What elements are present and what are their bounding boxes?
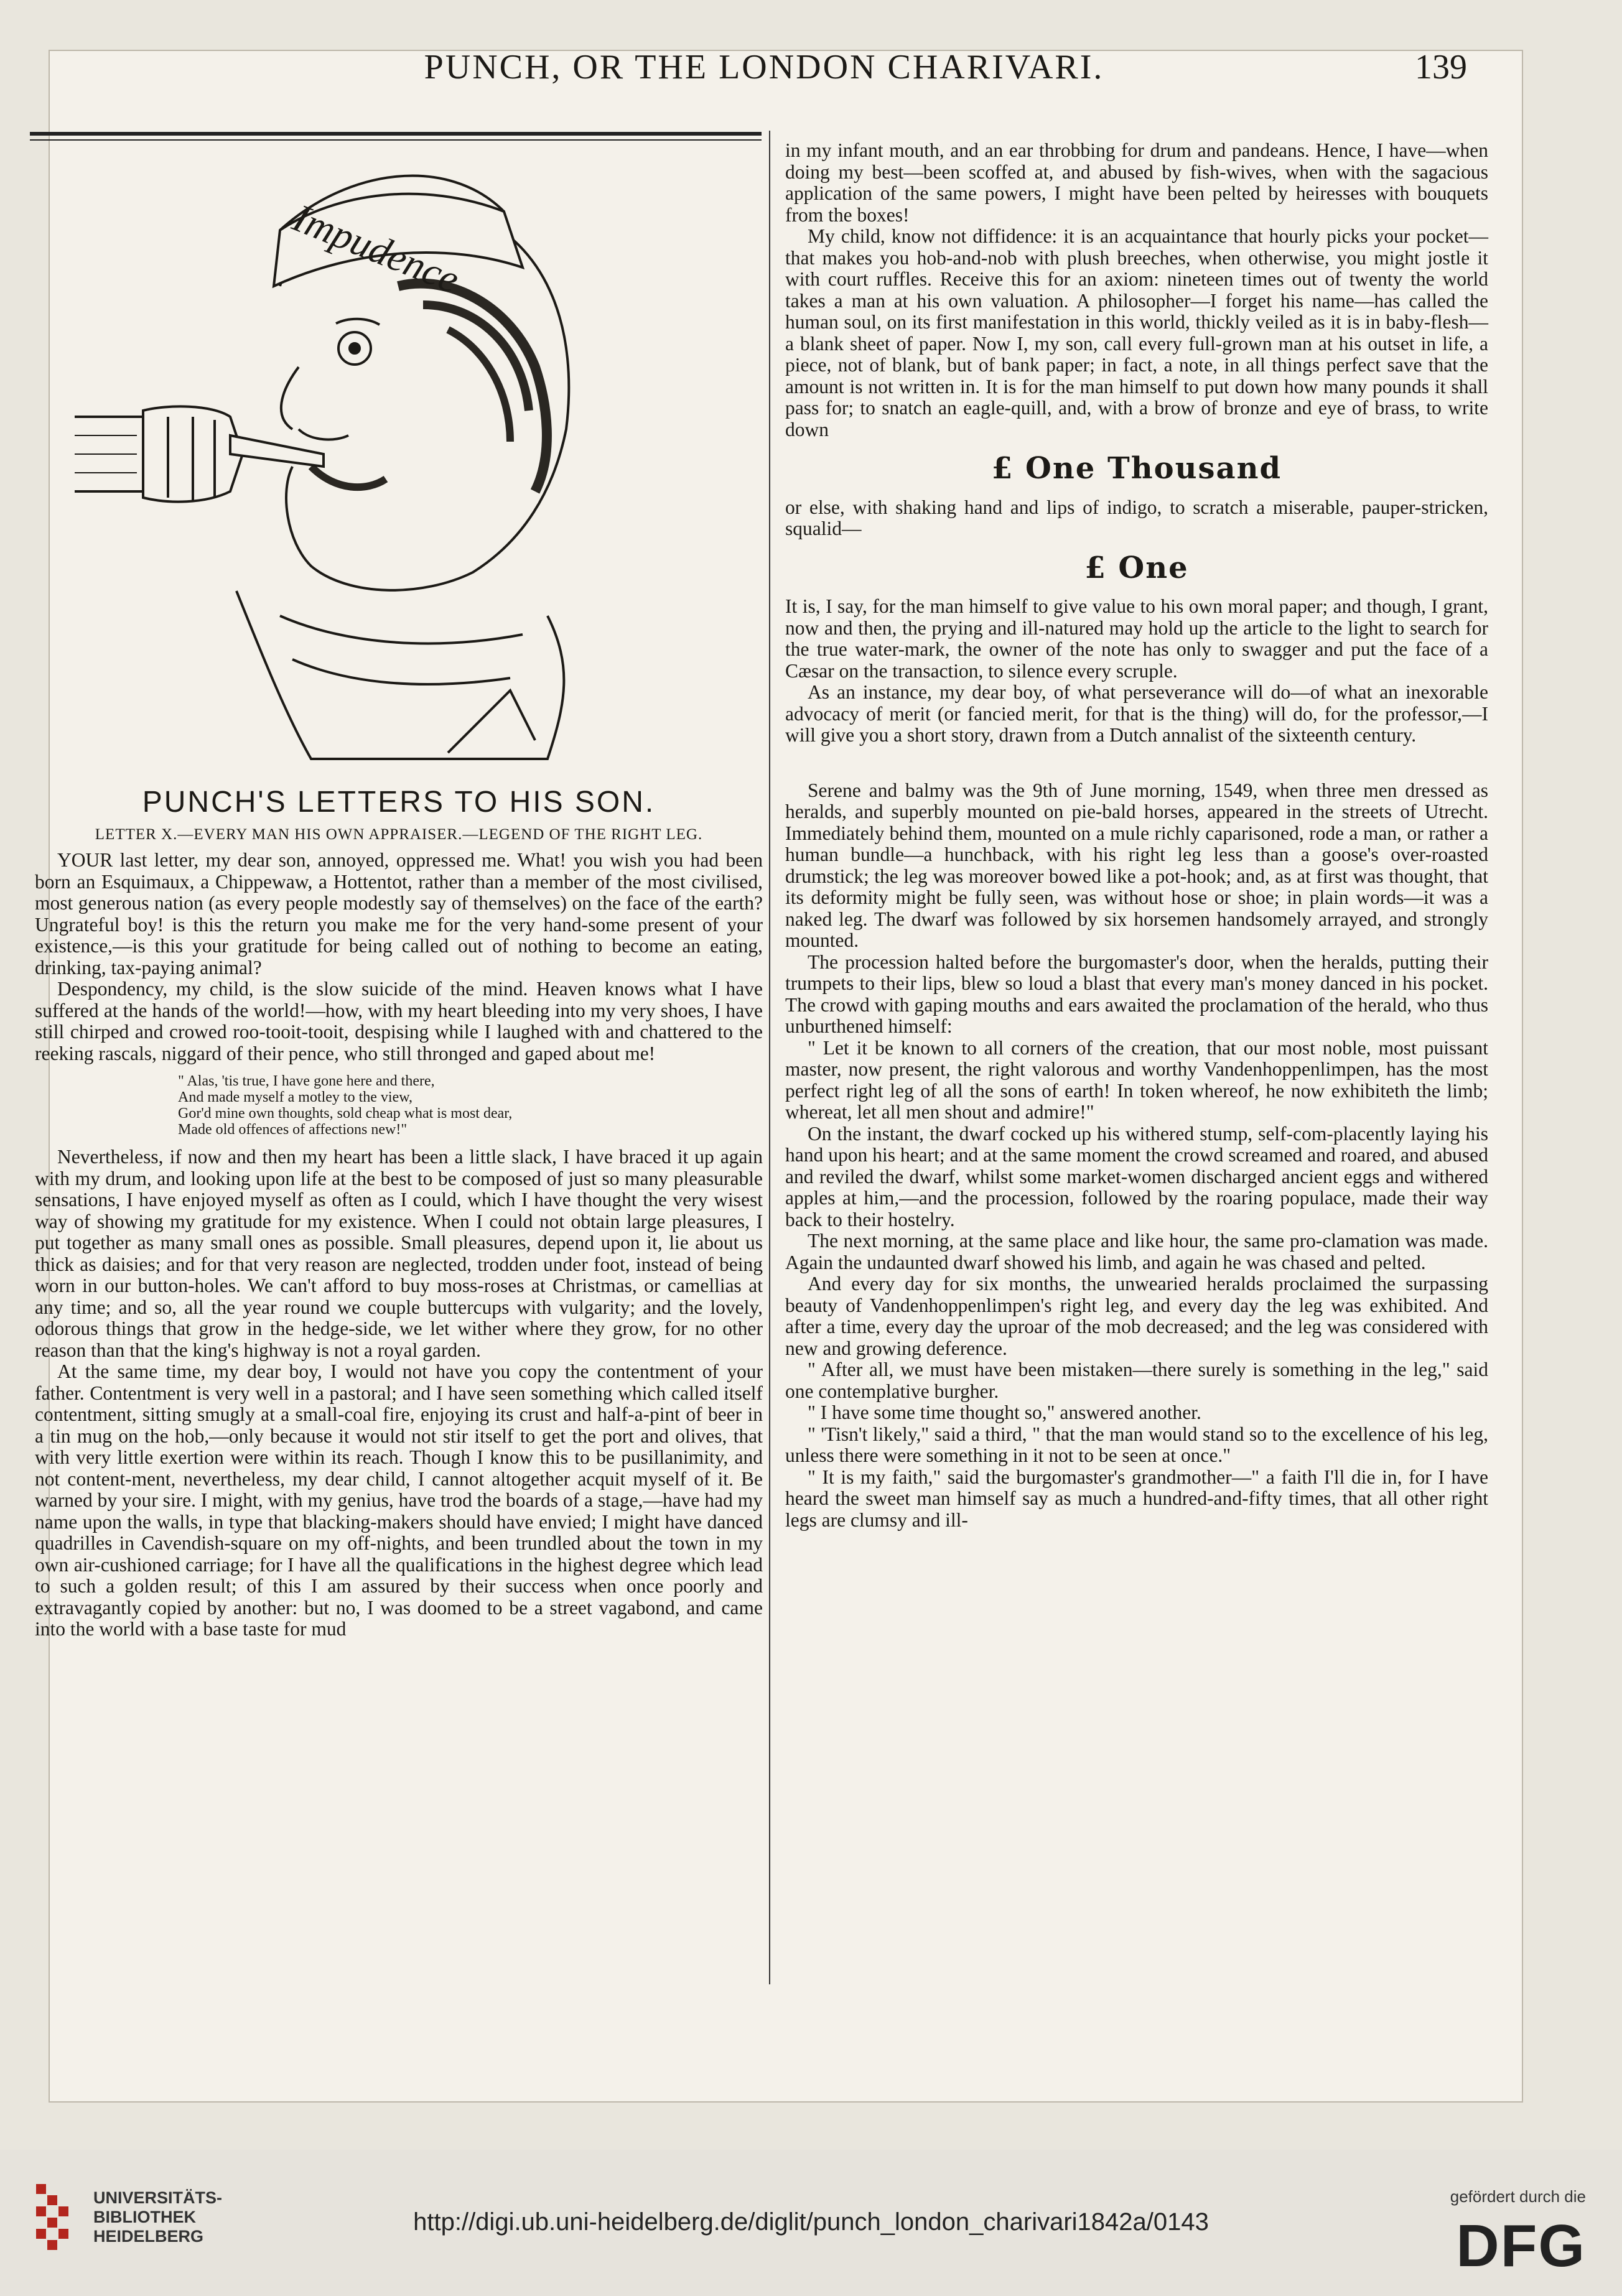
funded-by-label: gefördert durch die xyxy=(1450,2187,1586,2206)
column-separator xyxy=(769,131,770,1984)
paragraph: " It is my faith," said the burgomaster's grandmother—" a faith I'll die in, for I have heard the sweet man himself say as much a hundred-and-fifty times, that all other right legs are clumsy and ill- xyxy=(785,1466,1488,1531)
impudence-caricature-illustration xyxy=(75,143,697,765)
paragraph: At the same time, my dear boy, I would not have you copy the contentment of your father. Contentment is very well in a pastoral; and I have seen something which called itself contentment, sitting smugly at a small-coal fire, enjoying its crust and half-a-pint of beer in a tin mug on the hob,—only because it would not stir itself to get the port and olives, that with very little exertion were within its reach. Though I know this to be pusillanimity, and not content-ment, nevertheless, my dear child, I cannot altogether acquit myself of it. Be warned by your sire. I might, with my genius, have trod the boards of a stage,—have had my name upon the walls, in type that blacking-makers should have envied; I might have danced quadrilles in Cavendish-square on my off-nights, and been trundled about the town in my own air-cushioned carriage; for I have all the qualifications in the highest degree which lead to such a golden result; of this I am assured by their success when once poorly and extravagantly copied by another: but no, I was doomed to be a street vagabond, and came into the world with a base taste for mud xyxy=(35,1360,763,1640)
dfg-logo: DFG xyxy=(1456,2213,1586,2279)
paragraph: Serene and balmy was the 9th of June morning, 1549, when three men dressed as heralds, and superbly mounted on pie-bald horses, appeared in the streets of Utrecht. Immediately behind them, mounted on a mule richly caparisoned, rode a man, or rather a human bundle—a hunchback, with his right leg less than a goose's over-roasted drumstick; the leg was moreover bowed like a pot-hook; and, as at first was thought, that its deformity might be fully seen, was without hose or shoe; in plain words—it was a naked leg. The dwarf was followed by six horsemen handsomely arrayed, and strongly mounted. xyxy=(785,779,1488,951)
verse-line: " Alas, 'tis true, I have gone here and there, xyxy=(178,1073,435,1089)
paragraph: As an instance, my dear boy, of what perseverance will do—of what an inexorable advocacy of merit (or fancied merit, for that is the thing) will do, for the professor,—I will give you a short story, drawn from a Dutch annalist of the sixteenth century. xyxy=(785,681,1488,746)
verse-line: Gor'd mine own thoughts, sold cheap what is most dear, xyxy=(178,1105,513,1122)
hat-inscription: Impudence xyxy=(287,195,466,302)
paragraph: Nevertheless, if now and then my heart has been a little slack, I have braced it up again with my drum, and looking upon life at the best to be composed of just so many pleasurable sensations, I have enjoyed myself as often as I could, which I have thought the very wisest way of showing my gratitude for my existence. When I could not obtain large pleasures, I put together as many small ones as possible. Small pleasures, depend upon it, lie about us thick as daisies; and for that very reason are neglected, trodden under foot, instead of being worn in our button-holes. We can't afford to buy moss-roses at Christmas, or camellias at any time; and so, all the year round we couple buttercups with vulgarity; and the lovely, odorous things that grow in the hedge-side, we let wither where they grow, for no other reason than that the king's highway is not a royal garden. xyxy=(35,1146,763,1361)
paragraph: " I have some time thought so," answered another. xyxy=(808,1401,1201,1423)
paragraph: " 'Tisn't likely," said a third, " that the man would stand so to the excellence of his leg, unless there were something in it not to be seen at once." xyxy=(785,1423,1488,1466)
institution-line: HEIDELBERG xyxy=(93,2227,204,2246)
verse-quote xyxy=(178,1073,763,1138)
source-url-link[interactable]: http://digi.ub.uni-heidelberg.de/diglit/punch_london_charivari1842a/0143 xyxy=(413,2208,1209,2236)
paragraph: YOUR last letter, my dear son, annoyed, oppressed me. What! you wish you had been born an Esquimaux, a Chippewaw, a Hottentot, rather than a member of the most civilised, most generous nation (as every people modestly say of themselves) on the face of the earth? Ungrateful boy! is this the return you make me for the very hand-some present of your existence,—is this your gratitude for being called out of nothing to become an eating, drinking, tax-paying animal? xyxy=(35,849,763,978)
right-column xyxy=(785,140,1488,1531)
paragraph: The next morning, at the same place and like hour, the same pro-clamation was made. Again the undaunted dwarf showed his limb, and again he was chased and pelted. xyxy=(785,1230,1488,1273)
paragraph: " After all, we must have been mistaken—there surely is something in the leg," said one contemplative burgher. xyxy=(785,1359,1488,1402)
verse-line: Made old offences of affections new!" xyxy=(178,1122,408,1138)
article-subtitle: LETTER X.—EVERY MAN HIS OWN APPRAISER.—LEGEND OF THE RIGHT LEG. xyxy=(95,826,703,843)
paragraph: in my infant mouth, and an ear throbbing for drum and pandeans. Hence, I have—when doing my best—been scoffed at, and abused by fish-wives, when with the sagacious application of the same powers, I might have been pelted by heiresses with bouquets from the boxes! xyxy=(785,139,1488,226)
paragraph: On the instant, the dwarf cocked up his withered stump, self-com-placently laying his hand upon his heart; and at the same moment the crowd screamed and roared, and abused and reviled the dwarf, whilst some market-women discharged ancient eggs and withered apples at him,—and the procession, followed by the roaring populace, made their way back to their hostelry. xyxy=(785,1122,1488,1230)
article-title: PUNCH'S LETTERS TO HIS SON. xyxy=(142,786,656,819)
paragraph: or else, with shaking hand and lips of indigo, to scratch a miserable, pauper-stricken, squalid— xyxy=(785,496,1488,539)
institution-line: BIBLIOTHEK xyxy=(93,2208,196,2226)
paragraph: " Let it be known to all corners of the creation, that our most noble, most puissant master, now present, the right valorous and worthy Vandenhoppenlimpen, has the most perfect right leg of all the sons of earth! In token whereof, he now exhibiteth the limb; whereat, let all men shout and admire!" xyxy=(785,1036,1488,1123)
page-header xyxy=(49,30,1480,105)
institution-line: UNIVERSITÄTS- xyxy=(93,2188,223,2207)
paragraph: Despondency, my child, is the slow suicide of the mind. Heaven knows what I have suffered at the hands of the world!—how, with my heart bleeding into my very shoes, I have still chirped and crowed roo-tooit-tooit, despising while I laughed with and chattered to the reeking rascals, niggard of their pence, who still thronged and gaped about me! xyxy=(35,978,763,1064)
paragraph: The procession halted before the burgomaster's door, when the heralds, putting their trumpets to their lips, blew so loud a blast that every man's money danced in his pocket. The crowd with gaping mouths and ears awaited the proclamation of the herald, who thus unburthened himself: xyxy=(785,950,1488,1037)
section-gap xyxy=(785,746,1488,780)
one-note: £ One xyxy=(1084,550,1189,585)
header-rule-thin xyxy=(30,139,762,141)
one-thousand-note: £ One Thousand xyxy=(991,451,1282,486)
paragraph: My child, know not diffidence: it is an acquaintance that hourly picks your pocket—that makes you hob-and-nob with plush breeches, when otherwise, you might jostle it with court ruffles. Receive this for an axiom: nineteen times out of twenty the world takes a man at his own valuation. A philosopher—I forget his name—has called the human soul, on its first manifestation in this world, thickly veiled as it is in baby-flesh—a blank sheet of paper. Now I, my son, call every full-grown man at his outset in life, a piece, not of blank, but of bank paper; in fact, a note, in all things perfect save that the amount is not written in. It is for the man himself to put down how many pounds it shall pass for; to snatch an eagle-quill, and, with a brow of bronze and eye of brass, to write down xyxy=(785,225,1488,440)
header-rule xyxy=(30,132,762,136)
left-column xyxy=(35,821,763,1640)
library-footer xyxy=(0,2150,1622,2296)
verse-line: And made myself a motley to the view, xyxy=(178,1089,413,1105)
paragraph: And every day for six months, the unwearied heralds proclaimed the surpassing beauty of Vandenhoppenlimpen's right leg, and every day the leg was exhibited. And after a time, every day the uproar of the mob decreased; and the leg was considered with new and growing deference. xyxy=(785,1273,1488,1359)
page-header-title: PUNCH, OR THE LONDON CHARIVARI. xyxy=(424,48,1104,86)
page-number: 139 xyxy=(1415,48,1467,86)
paragraph: It is, I say, for the man himself to give value to his own moral paper; and though, I grant, now and then, the prying and ill-natured may hold up the article to the light to search for the true water-mark, the owner of the note has only to swagger and put the face of a Cæsar on the transaction, to silence every scruple. xyxy=(785,595,1488,682)
